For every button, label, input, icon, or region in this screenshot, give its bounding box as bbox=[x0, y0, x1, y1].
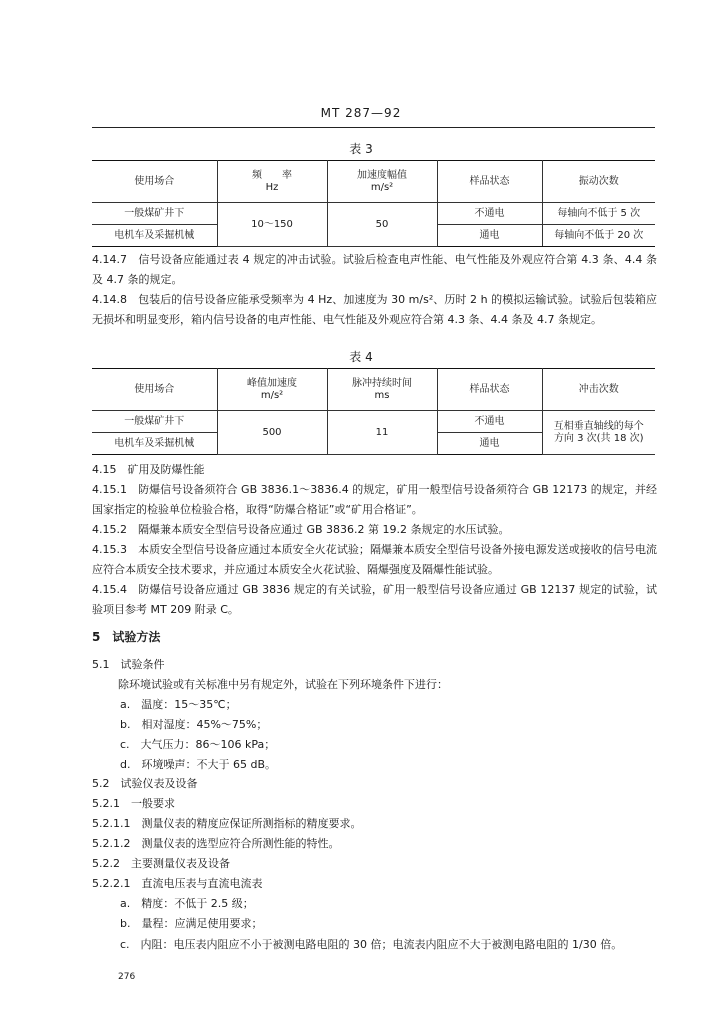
table-cell: 不通电 bbox=[437, 203, 542, 225]
condition-a: a. 温度：15～35℃； bbox=[120, 698, 237, 711]
section-4-15: 4.15 矿用及防爆性能 bbox=[92, 463, 205, 476]
paragraph-4-15-1: 4.15.1 防爆信号设备须符合 GB 3836.1～3836.4 的规定，矿用一般型信号设备须符合 GB 12173 的规定，并经国家指定的检验单位检验合格，取得“防爆合格证”或“矿用合格证”。 bbox=[92, 483, 657, 516]
table4-header-place: 使用场合 bbox=[92, 369, 217, 411]
section-5-2-1-1: 5.2.1.1 测量仪表的精度应保证所测指标的精度要求。 bbox=[92, 817, 362, 830]
paragraph-4-14-7: 4.14.7 信号设备应能通过表 4 规定的冲击试验。试验后检查电声性能、电气性能及外观应符合第 4.3 条、4.4 条及 4.7 条的规定。 bbox=[92, 253, 657, 286]
paragraph-4-15-3: 4.15.3 本质安全型信号设备应通过本质安全火花试验；隔爆兼本质安全型信号设备外接电源发送或接收的信号电流应符合本质安全技术要求，并应通过本质安全火花试验、隔爆强度及隔爆性能试验。 bbox=[92, 543, 657, 576]
table4-header-count: 冲击次数 bbox=[542, 369, 655, 411]
paragraph-4-14-8: 4.14.8 包装后的信号设备应能承受频率为 4 Hz、加速度为 30 m/s²、历时 2 h 的模拟运输试验。试验后包装箱应无损坏和明显变形，箱内信号设备的电声性能、电气性能及外观应符合第 4.3 条、4.4 条及 4.7 条规定。 bbox=[92, 293, 657, 326]
table3-header-place: 使用场合 bbox=[92, 161, 217, 203]
section-5-2: 5.2 试验仪表及设备 bbox=[92, 777, 198, 790]
table3-header-count: 振动次数 bbox=[542, 161, 655, 203]
table-cell: 一般煤矿井下 bbox=[92, 411, 217, 433]
page-number: 276 bbox=[118, 972, 136, 982]
condition-b: b. 相对湿度：45%～75%； bbox=[120, 718, 268, 731]
table-cell: 每轴向不低于 20 次 bbox=[542, 225, 655, 247]
paragraph-4-15-2: 4.15.2 隔爆兼本质安全型信号设备应通过 GB 3836.2 第 19.2 条规定的水压试验。 bbox=[92, 523, 510, 536]
paragraph-5-1: 除环境试验或有关标准中另有规定外，试验在下列环境条件下进行： bbox=[118, 678, 448, 691]
section-5-1: 5.1 试验条件 bbox=[92, 658, 165, 671]
table-cell: 500 bbox=[217, 411, 327, 455]
paragraph-4-15-4: 4.15.4 防爆信号设备应通过 GB 3836 规定的有关试验，矿用一般型信号设备应通过 GB 12137 规定的试验，试验项目参考 MT 209 附录 C。 bbox=[92, 583, 657, 616]
table3 bbox=[92, 160, 655, 247]
table-cell: 每轴向不低于 5 次 bbox=[542, 203, 655, 225]
table-cell: 一般煤矿井下 bbox=[92, 203, 217, 225]
table4-header-acc: 峰值加速度 m/s² bbox=[217, 369, 327, 411]
table-row bbox=[92, 411, 655, 433]
section-5-2-1-2: 5.2.1.2 测量仪表的选型应符合所测性能的特性。 bbox=[92, 837, 340, 850]
section-5-2-2: 5.2.2 主要测量仪表及设备 bbox=[92, 857, 230, 870]
meter-req-a: a. 精度：不低于 2.5 级； bbox=[120, 897, 254, 910]
table4-header-pulse: 脉冲持续时间 ms bbox=[327, 369, 437, 411]
table4 bbox=[92, 368, 655, 455]
section-5-2-1: 5.2.1 一般要求 bbox=[92, 797, 175, 810]
table-cell: 电机车及采掘机械 bbox=[92, 225, 217, 247]
table3-caption: 表 3 bbox=[349, 142, 373, 156]
table4-header-state: 样品状态 bbox=[437, 369, 542, 411]
meter-req-c: c. 内阻：电压表内阻应不小于被测电路电阻的 30 倍；电流表内阻应不大于被测电路电阻的 1/30 倍。 bbox=[120, 938, 623, 951]
page-header-title: MT 287—92 bbox=[320, 106, 402, 120]
table3-header-acc: 加速度幅值 m/s² bbox=[327, 161, 437, 203]
table-cell: 电机车及采掘机械 bbox=[92, 433, 217, 455]
table-cell: 不通电 bbox=[437, 411, 542, 433]
table-cell: 50 bbox=[327, 203, 437, 247]
meter-req-b: b. 量程：应满足使用要求； bbox=[120, 917, 263, 930]
table3-header-freq: 频 率 Hz bbox=[217, 161, 327, 203]
header-rule bbox=[92, 127, 655, 128]
table-cell: 互相垂直轴线的每个 方向 3 次(共 18 次) bbox=[542, 411, 655, 455]
table-cell: 10～150 bbox=[217, 203, 327, 247]
condition-c: c. 大气压力：86～106 kPa； bbox=[120, 738, 276, 751]
table-cell: 通电 bbox=[437, 225, 542, 247]
table-cell: 11 bbox=[327, 411, 437, 455]
section-5-2-2-1: 5.2.2.1 直流电压表与直流电流表 bbox=[92, 877, 263, 890]
table4-caption: 表 4 bbox=[349, 350, 373, 364]
condition-d: d. 环境噪声：不大于 65 dB。 bbox=[120, 758, 276, 771]
section-5-heading: 5 试验方法 bbox=[92, 630, 161, 644]
table-row bbox=[92, 203, 655, 225]
table3-header-state: 样品状态 bbox=[437, 161, 542, 203]
table-cell: 通电 bbox=[437, 433, 542, 455]
